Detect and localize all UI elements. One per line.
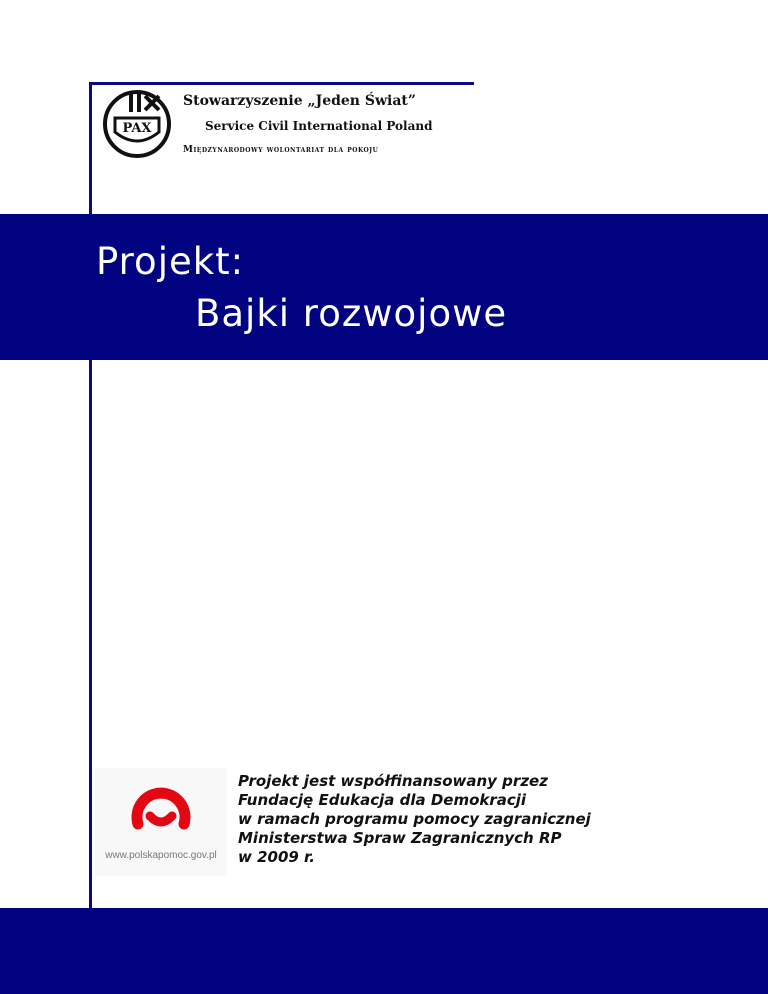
title-line-2: Bajki rozwojowe	[195, 292, 508, 335]
pax-logo-text: PAX	[122, 121, 152, 136]
organization-tagline: Międzynarodowy wolontariat dla pokoju	[183, 145, 379, 155]
funding-line: w 2009 r.	[238, 848, 316, 866]
polska-pomoc-logo	[95, 768, 227, 876]
footer-band	[0, 908, 768, 994]
polska-pomoc-url: www.polskapomoc.gov.pl	[105, 850, 217, 861]
funding-line: Projekt jest współfinansowany przez	[238, 772, 548, 790]
organization-subtitle: Service Civil International Poland	[205, 119, 433, 133]
funding-line: Ministerstwa Spraw Zagranicznych RP	[238, 829, 562, 847]
pax-logo-icon	[101, 88, 177, 160]
title-line-1: Projekt:	[96, 240, 245, 283]
funding-line: w ramach programu pomocy zagranicznej	[238, 810, 591, 828]
organization-name: Stowarzyszenie „Jeden Świat”	[183, 93, 416, 109]
top-rule	[89, 82, 474, 85]
side-rule	[89, 358, 92, 910]
funding-statement	[238, 772, 591, 867]
polska-pomoc-icon	[95, 768, 227, 848]
title-band	[0, 214, 768, 360]
side-rule	[89, 82, 92, 216]
funding-line: Fundację Edukacja dla Demokracji	[238, 791, 527, 809]
